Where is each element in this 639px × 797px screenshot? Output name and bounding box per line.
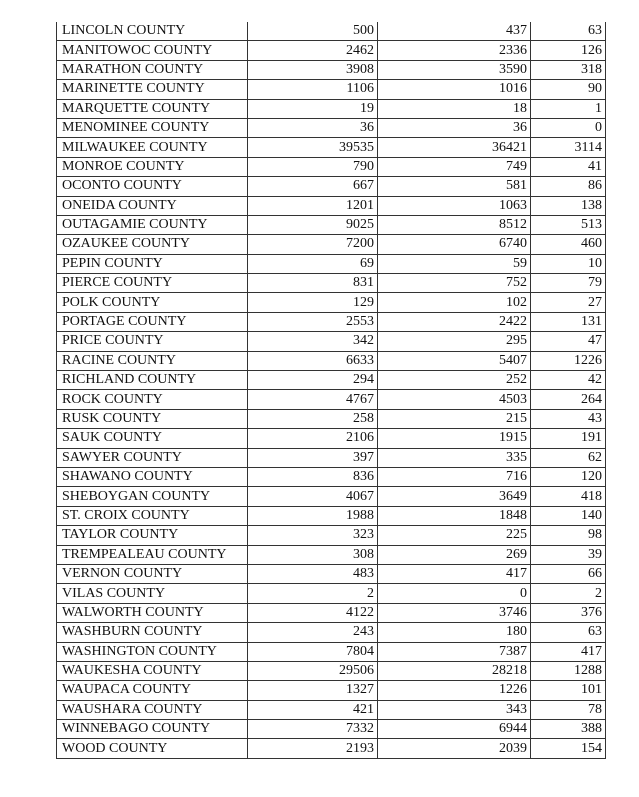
table-row: [57, 41, 606, 60]
value-cell-col3: 4503: [378, 390, 531, 409]
value-cell-col3: 2422: [378, 312, 531, 331]
county-name-cell: VERNON COUNTY: [57, 564, 248, 583]
table-row: [57, 254, 606, 273]
county-name-cell: WINNEBAGO COUNTY: [57, 720, 248, 739]
value-cell-col4: 388: [531, 720, 606, 739]
value-cell-col4: 120: [531, 467, 606, 486]
county-name-cell: WASHBURN COUNTY: [57, 623, 248, 642]
county-name-cell: TAYLOR COUNTY: [57, 526, 248, 545]
table-row: [57, 584, 606, 603]
table-row: [57, 720, 606, 739]
value-cell-col4: 3114: [531, 138, 606, 157]
value-cell-col3: 252: [378, 371, 531, 390]
table-row: [57, 351, 606, 370]
value-cell-col3: 36421: [378, 138, 531, 157]
table-row: [57, 545, 606, 564]
table-row: [57, 448, 606, 467]
value-cell-col3: 18: [378, 99, 531, 118]
value-cell-col3: 716: [378, 467, 531, 486]
county-name-cell: OZAUKEE COUNTY: [57, 235, 248, 254]
value-cell-col2: 308: [248, 545, 378, 564]
value-cell-col4: 1226: [531, 351, 606, 370]
value-cell-col4: 140: [531, 506, 606, 525]
table-row: [57, 332, 606, 351]
value-cell-col3: 437: [378, 22, 531, 41]
county-name-cell: SHAWANO COUNTY: [57, 467, 248, 486]
value-cell-col3: 36: [378, 118, 531, 137]
county-name-cell: RUSK COUNTY: [57, 409, 248, 428]
value-cell-col3: 0: [378, 584, 531, 603]
county-name-cell: SHEBOYGAN COUNTY: [57, 487, 248, 506]
value-cell-col3: 749: [378, 157, 531, 176]
value-cell-col4: 86: [531, 177, 606, 196]
table-row: [57, 99, 606, 118]
table-row: [57, 487, 606, 506]
table-row: [57, 467, 606, 486]
value-cell-col2: 7804: [248, 642, 378, 661]
value-cell-col3: 1016: [378, 80, 531, 99]
county-name-cell: SAUK COUNTY: [57, 429, 248, 448]
table-row: [57, 429, 606, 448]
value-cell-col2: 4122: [248, 603, 378, 622]
county-name-cell: MARINETTE COUNTY: [57, 80, 248, 99]
value-cell-col4: 79: [531, 274, 606, 293]
value-cell-col2: 421: [248, 700, 378, 719]
value-cell-col3: 343: [378, 700, 531, 719]
value-cell-col3: 269: [378, 545, 531, 564]
table-row: [57, 22, 606, 41]
county-name-cell: RICHLAND COUNTY: [57, 371, 248, 390]
county-name-cell: PEPIN COUNTY: [57, 254, 248, 273]
value-cell-col4: 39: [531, 545, 606, 564]
county-name-cell: ST. CROIX COUNTY: [57, 506, 248, 525]
value-cell-col2: 9025: [248, 215, 378, 234]
value-cell-col4: 27: [531, 293, 606, 312]
value-cell-col4: 417: [531, 642, 606, 661]
value-cell-col4: 43: [531, 409, 606, 428]
value-cell-col3: 180: [378, 623, 531, 642]
county-name-cell: MARQUETTE COUNTY: [57, 99, 248, 118]
value-cell-col3: 2336: [378, 41, 531, 60]
value-cell-col2: 129: [248, 293, 378, 312]
value-cell-col4: 66: [531, 564, 606, 583]
value-cell-col2: 4067: [248, 487, 378, 506]
value-cell-col2: 1327: [248, 681, 378, 700]
county-name-cell: MANITOWOC COUNTY: [57, 41, 248, 60]
county-name-cell: WAUKESHA COUNTY: [57, 661, 248, 680]
value-cell-col2: 2193: [248, 739, 378, 758]
value-cell-col4: 98: [531, 526, 606, 545]
county-name-cell: POLK COUNTY: [57, 293, 248, 312]
value-cell-col4: 126: [531, 41, 606, 60]
table-row: [57, 371, 606, 390]
county-name-cell: MILWAUKEE COUNTY: [57, 138, 248, 157]
value-cell-col4: 62: [531, 448, 606, 467]
table-row: [57, 526, 606, 545]
value-cell-col3: 6944: [378, 720, 531, 739]
value-cell-col2: 500: [248, 22, 378, 41]
value-cell-col2: 836: [248, 467, 378, 486]
county-name-cell: PORTAGE COUNTY: [57, 312, 248, 331]
value-cell-col3: 8512: [378, 215, 531, 234]
value-cell-col4: 101: [531, 681, 606, 700]
value-cell-col2: 7332: [248, 720, 378, 739]
table-row: [57, 661, 606, 680]
value-cell-col2: 2106: [248, 429, 378, 448]
value-cell-col4: 90: [531, 80, 606, 99]
table-body: [57, 22, 606, 758]
value-cell-col2: 39535: [248, 138, 378, 157]
value-cell-col4: 78: [531, 700, 606, 719]
county-name-cell: VILAS COUNTY: [57, 584, 248, 603]
county-name-cell: SAWYER COUNTY: [57, 448, 248, 467]
county-name-cell: RACINE COUNTY: [57, 351, 248, 370]
table-row: [57, 409, 606, 428]
value-cell-col4: 63: [531, 22, 606, 41]
table-row: [57, 603, 606, 622]
value-cell-col4: 10: [531, 254, 606, 273]
value-cell-col3: 6740: [378, 235, 531, 254]
value-cell-col3: 3590: [378, 60, 531, 79]
table-row: [57, 196, 606, 215]
value-cell-col4: 41: [531, 157, 606, 176]
table-row: [57, 681, 606, 700]
county-name-cell: WAUSHARA COUNTY: [57, 700, 248, 719]
value-cell-col2: 2462: [248, 41, 378, 60]
county-name-cell: WOOD COUNTY: [57, 739, 248, 758]
value-cell-col4: 376: [531, 603, 606, 622]
table-row: [57, 642, 606, 661]
value-cell-col2: 29506: [248, 661, 378, 680]
county-name-cell: WASHINGTON COUNTY: [57, 642, 248, 661]
value-cell-col4: 2: [531, 584, 606, 603]
table-row: [57, 390, 606, 409]
table-row: [57, 215, 606, 234]
county-name-cell: PRICE COUNTY: [57, 332, 248, 351]
value-cell-col4: 131: [531, 312, 606, 331]
value-cell-col2: 36: [248, 118, 378, 137]
value-cell-col2: 1988: [248, 506, 378, 525]
value-cell-col4: 264: [531, 390, 606, 409]
county-name-cell: WALWORTH COUNTY: [57, 603, 248, 622]
value-cell-col3: 225: [378, 526, 531, 545]
value-cell-col3: 417: [378, 564, 531, 583]
value-cell-col4: 42: [531, 371, 606, 390]
table-row: [57, 623, 606, 642]
value-cell-col2: 323: [248, 526, 378, 545]
county-name-cell: TREMPEALEAU COUNTY: [57, 545, 248, 564]
value-cell-col3: 335: [378, 448, 531, 467]
table-row: [57, 157, 606, 176]
table-row: [57, 177, 606, 196]
value-cell-col4: 460: [531, 235, 606, 254]
value-cell-col3: 295: [378, 332, 531, 351]
value-cell-col3: 102: [378, 293, 531, 312]
county-name-cell: MONROE COUNTY: [57, 157, 248, 176]
value-cell-col2: 243: [248, 623, 378, 642]
table-row: [57, 235, 606, 254]
value-cell-col4: 513: [531, 215, 606, 234]
value-cell-col3: 59: [378, 254, 531, 273]
table-row: [57, 274, 606, 293]
value-cell-col4: 1288: [531, 661, 606, 680]
value-cell-col2: 2553: [248, 312, 378, 331]
value-cell-col2: 831: [248, 274, 378, 293]
value-cell-col4: 138: [531, 196, 606, 215]
value-cell-col2: 3908: [248, 60, 378, 79]
value-cell-col2: 6633: [248, 351, 378, 370]
value-cell-col3: 7387: [378, 642, 531, 661]
value-cell-col2: 483: [248, 564, 378, 583]
value-cell-col3: 581: [378, 177, 531, 196]
value-cell-col4: 1: [531, 99, 606, 118]
county-name-cell: LINCOLN COUNTY: [57, 22, 248, 41]
county-name-cell: OUTAGAMIE COUNTY: [57, 215, 248, 234]
value-cell-col3: 1063: [378, 196, 531, 215]
value-cell-col2: 667: [248, 177, 378, 196]
county-name-cell: ROCK COUNTY: [57, 390, 248, 409]
table-row: [57, 293, 606, 312]
value-cell-col3: 28218: [378, 661, 531, 680]
value-cell-col3: 2039: [378, 739, 531, 758]
value-cell-col2: 7200: [248, 235, 378, 254]
value-cell-col2: 4767: [248, 390, 378, 409]
table-row: [57, 138, 606, 157]
value-cell-col2: 1201: [248, 196, 378, 215]
table-row: [57, 80, 606, 99]
value-cell-col2: 397: [248, 448, 378, 467]
county-name-cell: MARATHON COUNTY: [57, 60, 248, 79]
county-name-cell: WAUPACA COUNTY: [57, 681, 248, 700]
table-row: [57, 700, 606, 719]
table-row: [57, 506, 606, 525]
table-row: [57, 739, 606, 758]
value-cell-col3: 215: [378, 409, 531, 428]
value-cell-col3: 1848: [378, 506, 531, 525]
value-cell-col4: 418: [531, 487, 606, 506]
value-cell-col3: 1226: [378, 681, 531, 700]
value-cell-col4: 63: [531, 623, 606, 642]
table-row: [57, 312, 606, 331]
value-cell-col3: 752: [378, 274, 531, 293]
value-cell-col4: 47: [531, 332, 606, 351]
value-cell-col2: 1106: [248, 80, 378, 99]
value-cell-col4: 191: [531, 429, 606, 448]
county-name-cell: PIERCE COUNTY: [57, 274, 248, 293]
value-cell-col2: 69: [248, 254, 378, 273]
value-cell-col2: 342: [248, 332, 378, 351]
county-name-cell: ONEIDA COUNTY: [57, 196, 248, 215]
table-row: [57, 564, 606, 583]
value-cell-col2: 294: [248, 371, 378, 390]
value-cell-col2: 258: [248, 409, 378, 428]
value-cell-col3: 3746: [378, 603, 531, 622]
value-cell-col3: 1915: [378, 429, 531, 448]
value-cell-col4: 318: [531, 60, 606, 79]
table-row: [57, 118, 606, 137]
value-cell-col2: 790: [248, 157, 378, 176]
value-cell-col3: 3649: [378, 487, 531, 506]
value-cell-col4: 0: [531, 118, 606, 137]
county-name-cell: OCONTO COUNTY: [57, 177, 248, 196]
table-row: [57, 60, 606, 79]
value-cell-col4: 154: [531, 739, 606, 758]
value-cell-col2: 19: [248, 99, 378, 118]
county-name-cell: MENOMINEE COUNTY: [57, 118, 248, 137]
value-cell-col3: 5407: [378, 351, 531, 370]
county-data-table: [56, 22, 606, 759]
value-cell-col2: 2: [248, 584, 378, 603]
